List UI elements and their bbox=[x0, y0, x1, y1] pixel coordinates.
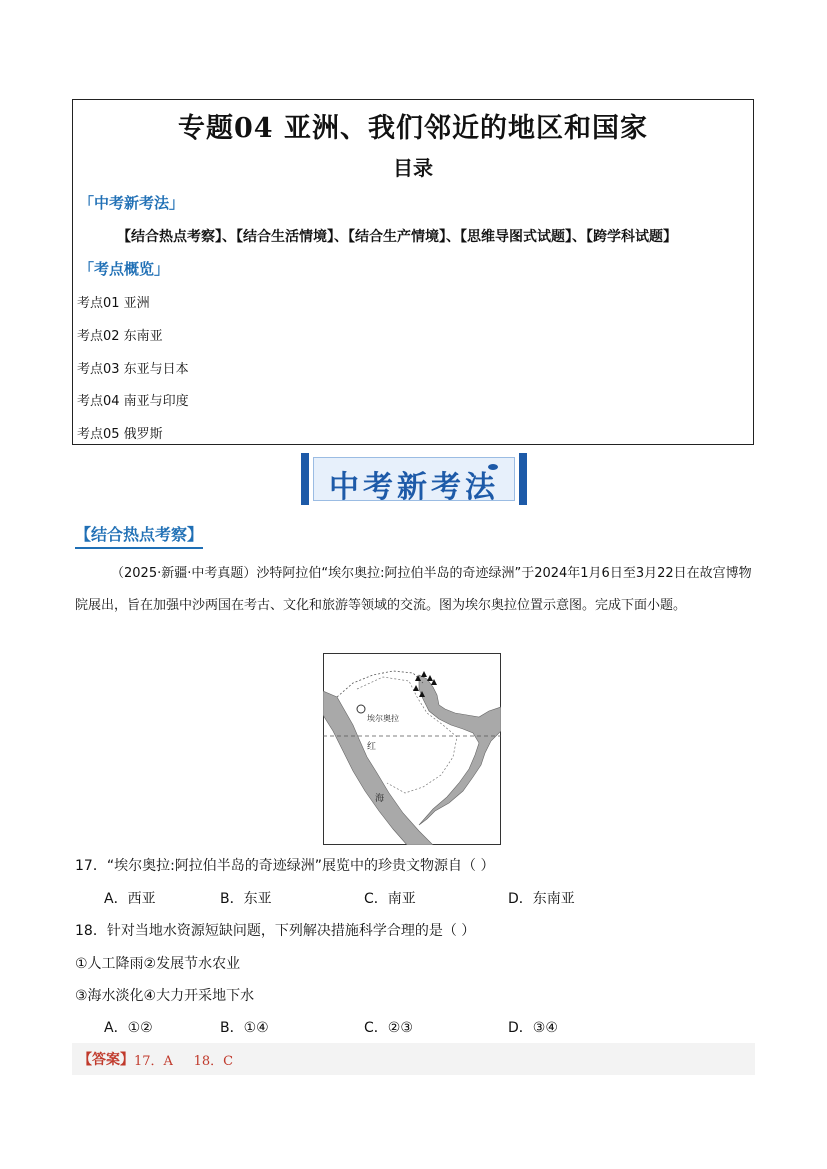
key-point-item[interactable]: 考点04 南亚与印度 bbox=[77, 394, 189, 409]
banner-inner bbox=[313, 457, 515, 505]
question-17-stem: 17．“埃尔奥拉:阿拉伯半岛的奇迹绿洲”展览中的珍贵文物源自（ ） bbox=[75, 858, 495, 874]
option-c[interactable]: C．南亚 bbox=[364, 891, 416, 907]
question-paragraph: （2025·新疆·中考真题）沙特阿拉伯“埃尔奥拉:阿拉伯半岛的奇迹绿洲”于2024年1月6日至3月22日在故宫博物院展出，旨在加强中沙两国在考古、文化和旅游等领域的交流。图为埃尔奥拉位置示意图。完成下面小题。 bbox=[75, 566, 752, 613]
city-marker-icon bbox=[357, 705, 365, 713]
option-b[interactable]: B．东亚 bbox=[220, 891, 272, 907]
new-methods-label: 「中考新考法」 bbox=[79, 194, 185, 212]
section-banner bbox=[301, 453, 527, 505]
overview-label: 「考点概览」 bbox=[79, 260, 170, 278]
toc-box bbox=[72, 99, 754, 445]
banner-bar-left bbox=[301, 453, 309, 505]
answer-text: 17．A 18．C bbox=[134, 1054, 234, 1069]
key-point-item[interactable]: 考点01 亚洲 bbox=[77, 296, 150, 311]
answer-bar bbox=[72, 1043, 755, 1075]
methods-line: 【结合热点考察】、【结合生活情境】、【结合生产情境】、【思维导图式试题】、【跨学科试题】 bbox=[117, 229, 677, 245]
sea-label-2: 海 bbox=[375, 794, 385, 804]
key-point-item[interactable]: 考点05 俄罗斯 bbox=[77, 427, 163, 442]
option-c[interactable]: C．②③ bbox=[364, 1020, 413, 1036]
option-a[interactable]: A．西亚 bbox=[104, 891, 156, 907]
question-18-stem: 18．针对当地水资源短缺问题，下列解决措施科学合理的是（ ） bbox=[75, 923, 476, 939]
option-a[interactable]: A．①② bbox=[104, 1020, 153, 1036]
toc-heading: 目录 bbox=[393, 156, 433, 180]
option-d[interactable]: D．③④ bbox=[508, 1020, 558, 1036]
question-18-line-2: ③海水淡化④大力开采地下水 bbox=[75, 988, 255, 1004]
hotspot-heading: 【结合热点考察】 bbox=[75, 522, 203, 549]
banner-bar-right bbox=[519, 453, 527, 505]
option-d[interactable]: D．东南亚 bbox=[508, 891, 575, 907]
location-map bbox=[323, 653, 501, 845]
key-point-item[interactable]: 考点03 东亚与日本 bbox=[77, 362, 189, 377]
answer-label: 【答案】 bbox=[78, 1052, 134, 1068]
document-title: 专题04 亚洲、我们邻近的地区和国家 bbox=[178, 113, 648, 144]
option-b[interactable]: B．①④ bbox=[220, 1020, 269, 1036]
city-label: 埃尔奥拉 bbox=[367, 714, 399, 723]
sea-label-1: 红 bbox=[367, 742, 377, 752]
question-18-line-1: ①人工降雨②发展节水农业 bbox=[75, 956, 241, 972]
banner-text: 中考新考法 bbox=[329, 470, 499, 505]
key-point-item[interactable]: 考点02 东南亚 bbox=[77, 329, 163, 344]
banner-dot-icon bbox=[488, 464, 498, 470]
